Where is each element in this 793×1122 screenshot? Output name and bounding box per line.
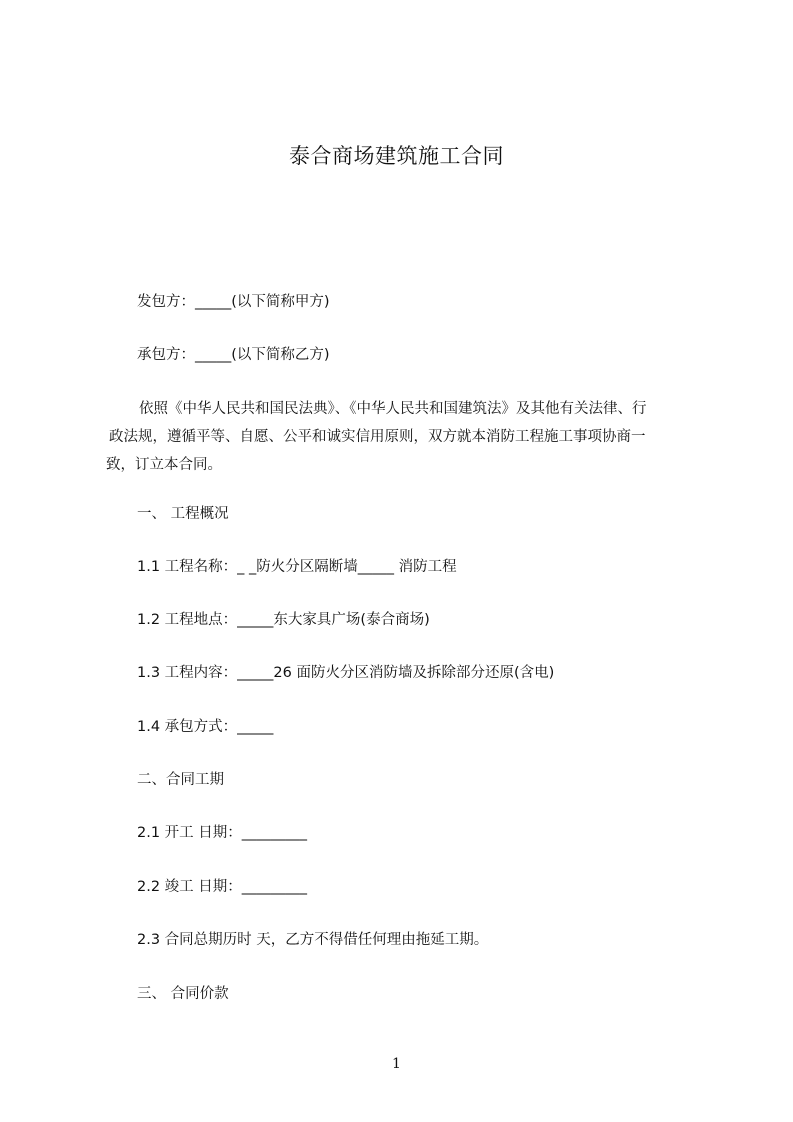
section-item: 1.3 工程内容：_____26 面防火分区消防墙及拆除部分还原(含电): [137, 665, 555, 681]
section-heading: 三、 合同价款: [137, 986, 229, 1002]
preamble-paragraph: [106, 395, 706, 479]
party-a-line: 发包方：_____(以下简称甲方): [137, 294, 330, 310]
preamble-line: 依照《中华人民共和国民法典》、《中华人民共和国建筑法》及其他有关法律、行: [139, 401, 647, 417]
page-number: 1: [392, 1056, 401, 1072]
section-item: 2.1 开工 日期：_________: [137, 825, 308, 841]
preamble-line: 政法规，遵循平等、自愿、公平和诚实信用原则，双方就本消防工程施工事项协商一: [109, 429, 646, 445]
document-title: 泰合商场建筑施工合同: [289, 144, 504, 168]
section-heading: 一、 工程概况: [137, 506, 229, 522]
section-heading: 二、合同工期: [137, 772, 224, 788]
preamble-line: 致，订立本合同。: [106, 457, 222, 473]
section-item: 2.2 竣工 日期：_________: [137, 879, 308, 895]
party-b-line: 承包方：_____(以下简称乙方): [137, 347, 330, 363]
section-item: 1.2 工程地点：_____东大家具广场(泰合商场): [137, 612, 430, 628]
section-item: 1.1 工程名称：_ _防火分区隔断墙_____ 消防工程: [137, 559, 457, 575]
section-item: 1.4 承包方式：_____: [137, 719, 274, 735]
section-item: 2.3 合同总期历时 天，乙方不得借任何理由拖延工期。: [137, 932, 489, 948]
